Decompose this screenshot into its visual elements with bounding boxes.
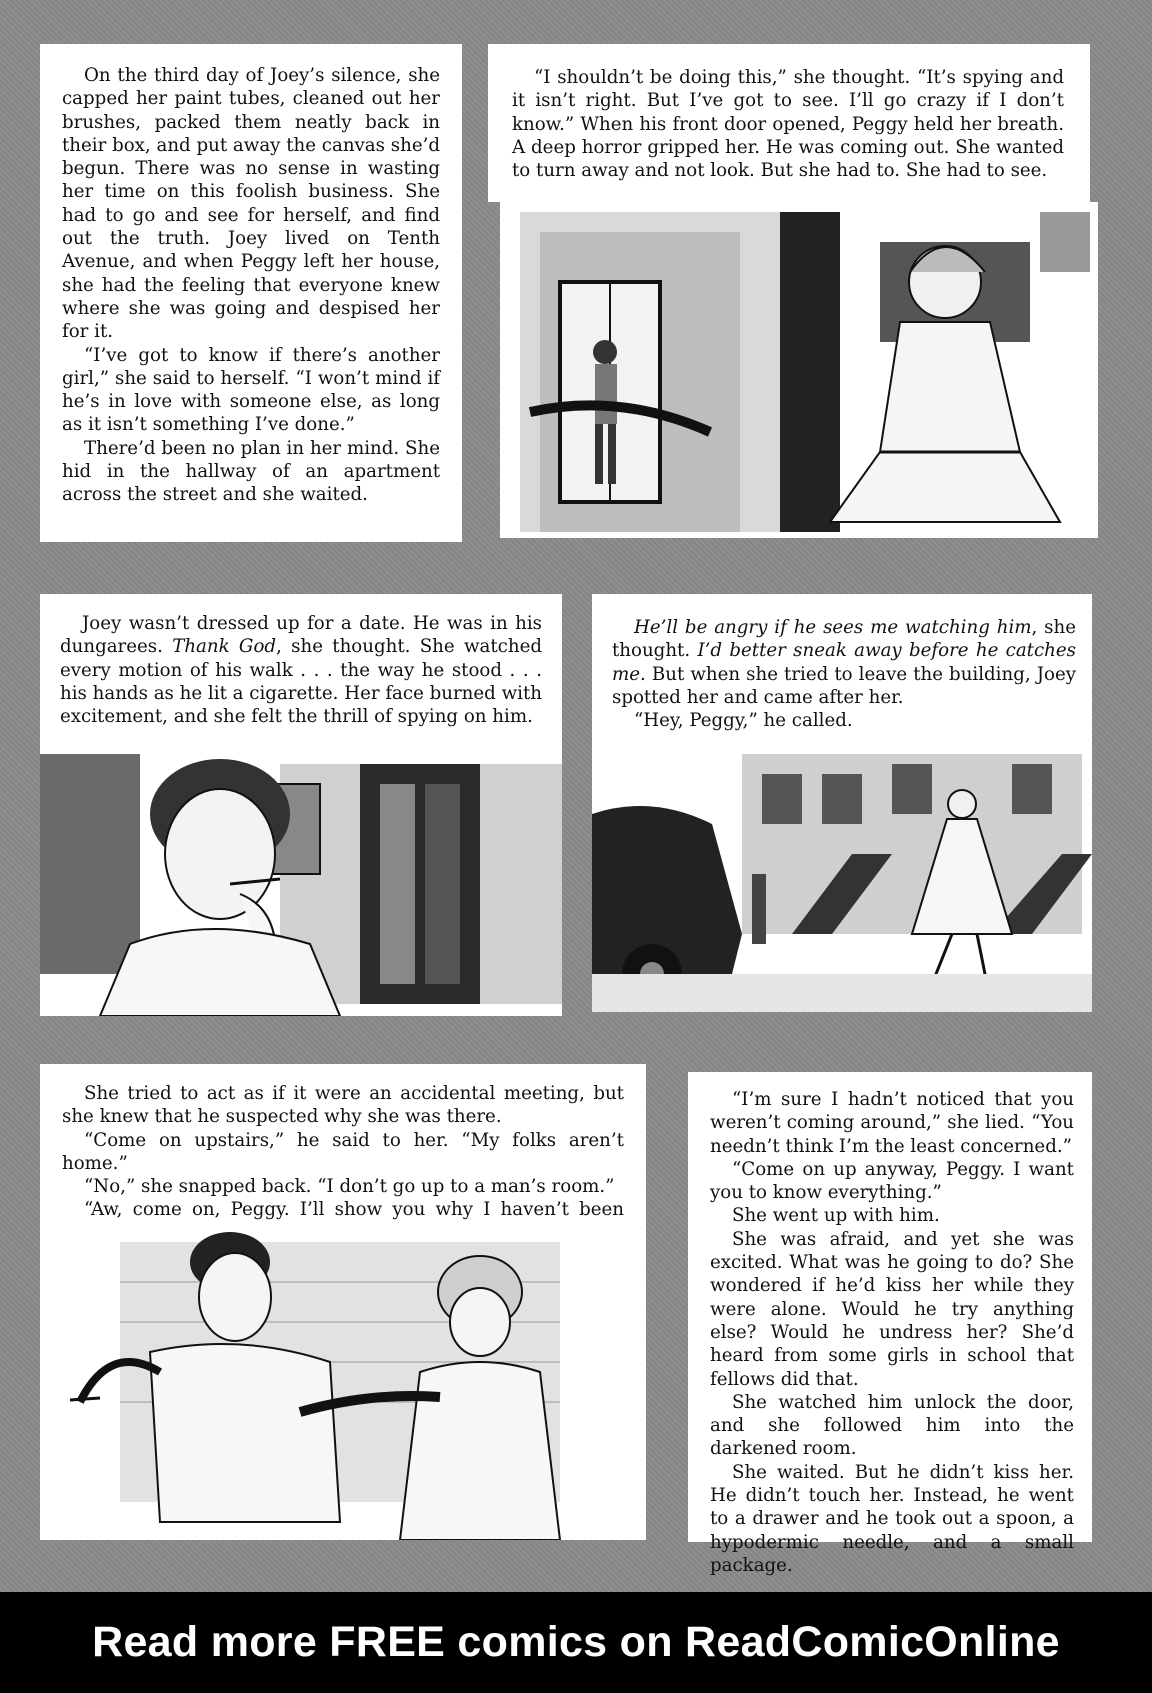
panel-6-text (688, 1072, 1092, 1576)
panel-4-text (592, 594, 1092, 744)
panel-6-paragraph-5: She watched him unlock the door, and she followed him into the darkened room. (710, 1391, 1074, 1460)
panel-4-paragraph-2: “Hey, Peggy,” he called. (634, 710, 853, 732)
panel-5-text (40, 1064, 646, 1222)
panel-5-paragraph-2: “Come on upstairs,” he said to her. “My folks aren’t home.” (62, 1129, 624, 1174)
struggle-illustration (40, 1222, 646, 1540)
panel-3-paragraph-1 (60, 612, 542, 728)
footer-text[interactable]: Read more FREE comics on ReadComicOnline (92, 1618, 1060, 1666)
panel-3-text (40, 594, 562, 744)
panel-6-paragraph-3: She went up with him. (732, 1205, 940, 1227)
panel-1-paragraph-2: “I’ve got to know if there’s another girl,” she said to herself. “I won’t mind if he’s in love with someone else, as long as it isn’t something I’ve done.” (62, 344, 440, 436)
cigarette-illustration (40, 744, 562, 1016)
panel-6-paragraph-4: She was afraid, and yet she was excited. What was he going to do? She wondered if he’d kiss her while they were alone. Would he try anything else? Would he undress her? She’d heard from some girls in school that fellows did that. (710, 1228, 1074, 1390)
panel-3-text-b: , she thought. She watched every motion of his walk . . . the way he stood . . . his hands as he lit a cigarette. Her face burned with excitement, and she felt the thrill of spying on him. (60, 636, 542, 728)
panel-1-text (40, 44, 462, 542)
panel-1-paragraph-1: On the third day of Joey’s silence, she capped her paint tubes, cleaned out her brushes, packed them neatly back in their box, and put away the canvas she’d begun. There was no sense in wasting her time on this foolish business. She had to go and see for herself, and find out the truth. Joey lived on Tenth Avenue, and when Peggy left her house, she had the feeling that everyone knew where she was going and despised her for it. (62, 65, 441, 343)
panel-6-paragraph-1: “I’m sure I hadn’t noticed that you weren’t coming around,” she lied. “You needn’t think I’m the least concerned.” (710, 1089, 1074, 1157)
panel-5-paragraph-3: “No,” she snapped back. “I don’t go up to a man’s room.” (84, 1176, 615, 1198)
panel-4-italic-1: He’ll be angry if he sees me watching him (634, 617, 1032, 638)
panel-2-paragraph-1: “I shouldn’t be doing this,” she thought. “It’s spying and it isn’t right. But I’ve got to see. I’ll go crazy if I don’t know.” When his front door opened, Peggy held her breath. A deep horror gripped her. He was coming out. She wanted to turn away and not look. But she had to. She had to see. (512, 67, 1064, 182)
panel-6-paragraph-2: “Come on up anyway, Peggy. I want you to know everything.” (710, 1158, 1074, 1204)
panel-4-paragraph-1 (612, 616, 1076, 709)
panel-5-paragraph-4: “Aw, come on, Peggy. I’ll show you why I haven’t been (84, 1199, 624, 1221)
panel-4-text-b: But when she tried to leave the building, Joey spotted her and came after her. (612, 663, 1076, 708)
door-illustration (500, 202, 1098, 538)
panel-4-text-a: , she thought. (612, 617, 1076, 662)
panel-3-italic: Thank God (172, 636, 277, 658)
panel-4-italic-2: I’d better sneak away before he catches me. (612, 640, 1076, 685)
panel-1-paragraph-3: There’d been no plan in her mind. She hid in the hallway of an apartment across the street and she waited. (62, 437, 440, 506)
street-illustration (592, 744, 1092, 1012)
panel-3-text-a: Joey wasn’t dressed up for a date. He was in his dungarees. (60, 613, 542, 658)
panel-2-text (488, 44, 1090, 202)
panel-5-paragraph-1: She tried to act as if it were an accidental meeting, but she knew that he suspected why she was there. (62, 1083, 624, 1128)
panel-6-paragraph-6: She waited. But he didn’t kiss her. He didn’t touch her. Instead, he went to a drawer and he took out a spoon, a hypodermic needle, and a small package. (710, 1461, 1074, 1576)
footer-banner[interactable] (0, 1592, 1152, 1693)
